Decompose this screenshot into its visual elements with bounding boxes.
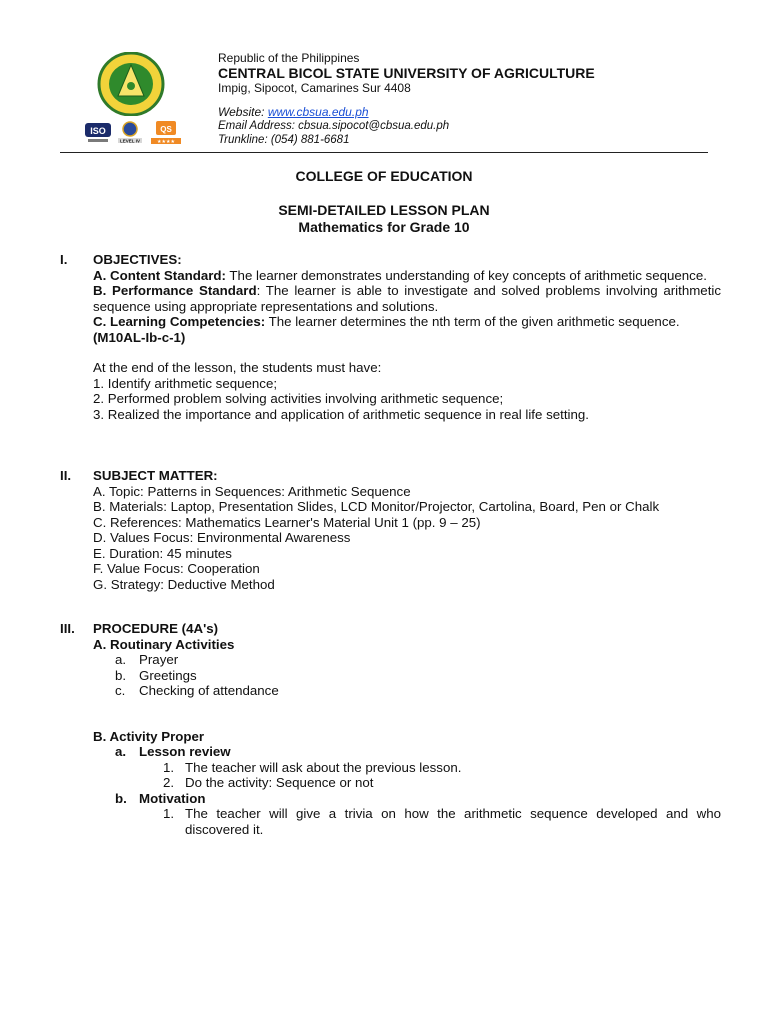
subject-matter-item: E. Duration: 45 minutes [93, 545, 232, 561]
accreditation-level-badge [116, 121, 144, 145]
activity-heading: B. Activity Proper [93, 728, 205, 744]
motivation-heading: Motivation [139, 790, 206, 806]
learning-competencies-text: The learner determines the nth term of the given arithmetic sequence. [265, 314, 680, 329]
university-name: CENTRAL BICOL STATE UNIVERSITY OF AGRICULTURE [218, 65, 595, 81]
competency-code: (M10AL-Ib-c-1) [93, 329, 186, 345]
list-item [93, 775, 721, 791]
letterhead [218, 51, 595, 147]
lesson-plan-title: SEMI-DETAILED LESSON PLAN [278, 202, 490, 218]
iso-certified-badge [84, 121, 112, 145]
list-item [93, 806, 721, 837]
republic-line: Republic of the Philippines [218, 51, 360, 65]
university-seal-logo [92, 52, 170, 116]
list-text: Do the activity: Sequence or not [185, 775, 374, 790]
iso-badge-text: ISO [90, 126, 106, 136]
list-text: The teacher will ask about the previous lesson. [185, 759, 462, 775]
learning-competencies [93, 314, 721, 330]
list-marker: a. [115, 652, 127, 667]
list-text: Greetings [139, 667, 197, 683]
subject-matter-item: B. Materials: Laptop, Presentation Slides, LCD Monitor/Projector, Cartolina, Board, Pen or Chalk [93, 499, 660, 514]
section-numeral: II. [60, 468, 72, 483]
svg-text:★★★★: ★★★★ [157, 139, 175, 145]
lesson-review-heading: Lesson review [139, 744, 231, 759]
list-text: Prayer [139, 652, 179, 667]
routinary-heading: A. Routinary Activities [93, 636, 235, 652]
section-numeral: III. [60, 621, 75, 636]
subject-title: Mathematics for Grade 10 [298, 219, 470, 235]
list-marker: b. [115, 790, 127, 806]
list-text: Checking of attendance [139, 683, 279, 698]
objective-item: 1. Identify arithmetic sequence; [93, 375, 278, 391]
email-line: Email Address: cbsua.sipocot@cbsua.edu.ph [218, 120, 450, 132]
list-item [93, 652, 721, 668]
list-item [93, 760, 721, 776]
website-link[interactable]: www.cbsua.edu.ph [267, 105, 369, 119]
list-text: The teacher will give a trivia on how the arithmetic sequence developed and who discovered it. [185, 806, 721, 837]
section-numeral: I. [60, 252, 68, 267]
motivation [93, 791, 721, 807]
objective-item: 2. Performed problem solving activities involving arithmetic sequence; [93, 391, 504, 406]
header-divider [60, 152, 708, 153]
content-standard-text: The learner demonstrates understanding of key concepts of arithmetic sequence. [225, 267, 707, 283]
college-title: COLLEGE OF EDUCATION [295, 168, 473, 184]
trunkline: Trunkline: (054) 881-6681 [218, 134, 350, 146]
objective-item: 3. Realized the importance and application of arithmetic sequence in real life setting. [93, 406, 589, 422]
qs-badge-text: QS [160, 125, 172, 134]
subject-matter-item: G. Strategy: Deductive Method [93, 576, 275, 592]
content-standard-label: A. Content Standard: [93, 267, 226, 283]
list-marker: 1. [163, 806, 175, 821]
list-marker: 1. [163, 759, 175, 775]
subject-matter-item: C. References: Mathematics Learner's Material Unit 1 (pp. 9 – 25) [93, 514, 481, 530]
subject-matter-item: D. Values Focus: Environmental Awareness [93, 530, 351, 545]
performance-standard-label: B. Performance Standard [93, 283, 257, 298]
lesson-review [93, 744, 721, 760]
objectives-heading: OBJECTIVES: [93, 252, 182, 267]
performance-standard [93, 283, 721, 314]
subject-matter-heading: SUBJECT MATTER: [93, 468, 218, 483]
list-marker: b. [115, 667, 127, 683]
website-label: Website: [218, 105, 268, 119]
list-marker: 2. [163, 775, 175, 790]
university-address: Impig, Sipocot, Camarines Sur 4408 [218, 81, 411, 95]
routinary-list [93, 652, 721, 699]
qs-stars-badge [150, 120, 182, 146]
subject-matter-item: F. Value Focus: Cooperation [93, 561, 260, 576]
website-line [218, 105, 595, 119]
performance-standard-text: : The learner is able to investigate and solved problems involving arithmetic sequence using appropriate representations and solutions. [93, 283, 721, 314]
objectives-intro: At the end of the lesson, the students must have: [93, 360, 382, 375]
list-item [93, 668, 721, 684]
procedure-heading: PROCEDURE (4A's) [93, 621, 219, 636]
list-item [93, 683, 721, 699]
activity-list [93, 744, 721, 837]
list-marker: c. [115, 683, 126, 698]
level-badge-text: LEVEL IV [120, 138, 140, 144]
content-standard [93, 268, 721, 284]
learning-competencies-label: C. Learning Competencies: [93, 314, 266, 329]
list-marker: a. [115, 744, 127, 759]
subject-matter-item: A. Topic: Patterns in Sequences: Arithmetic Sequence [93, 483, 411, 499]
